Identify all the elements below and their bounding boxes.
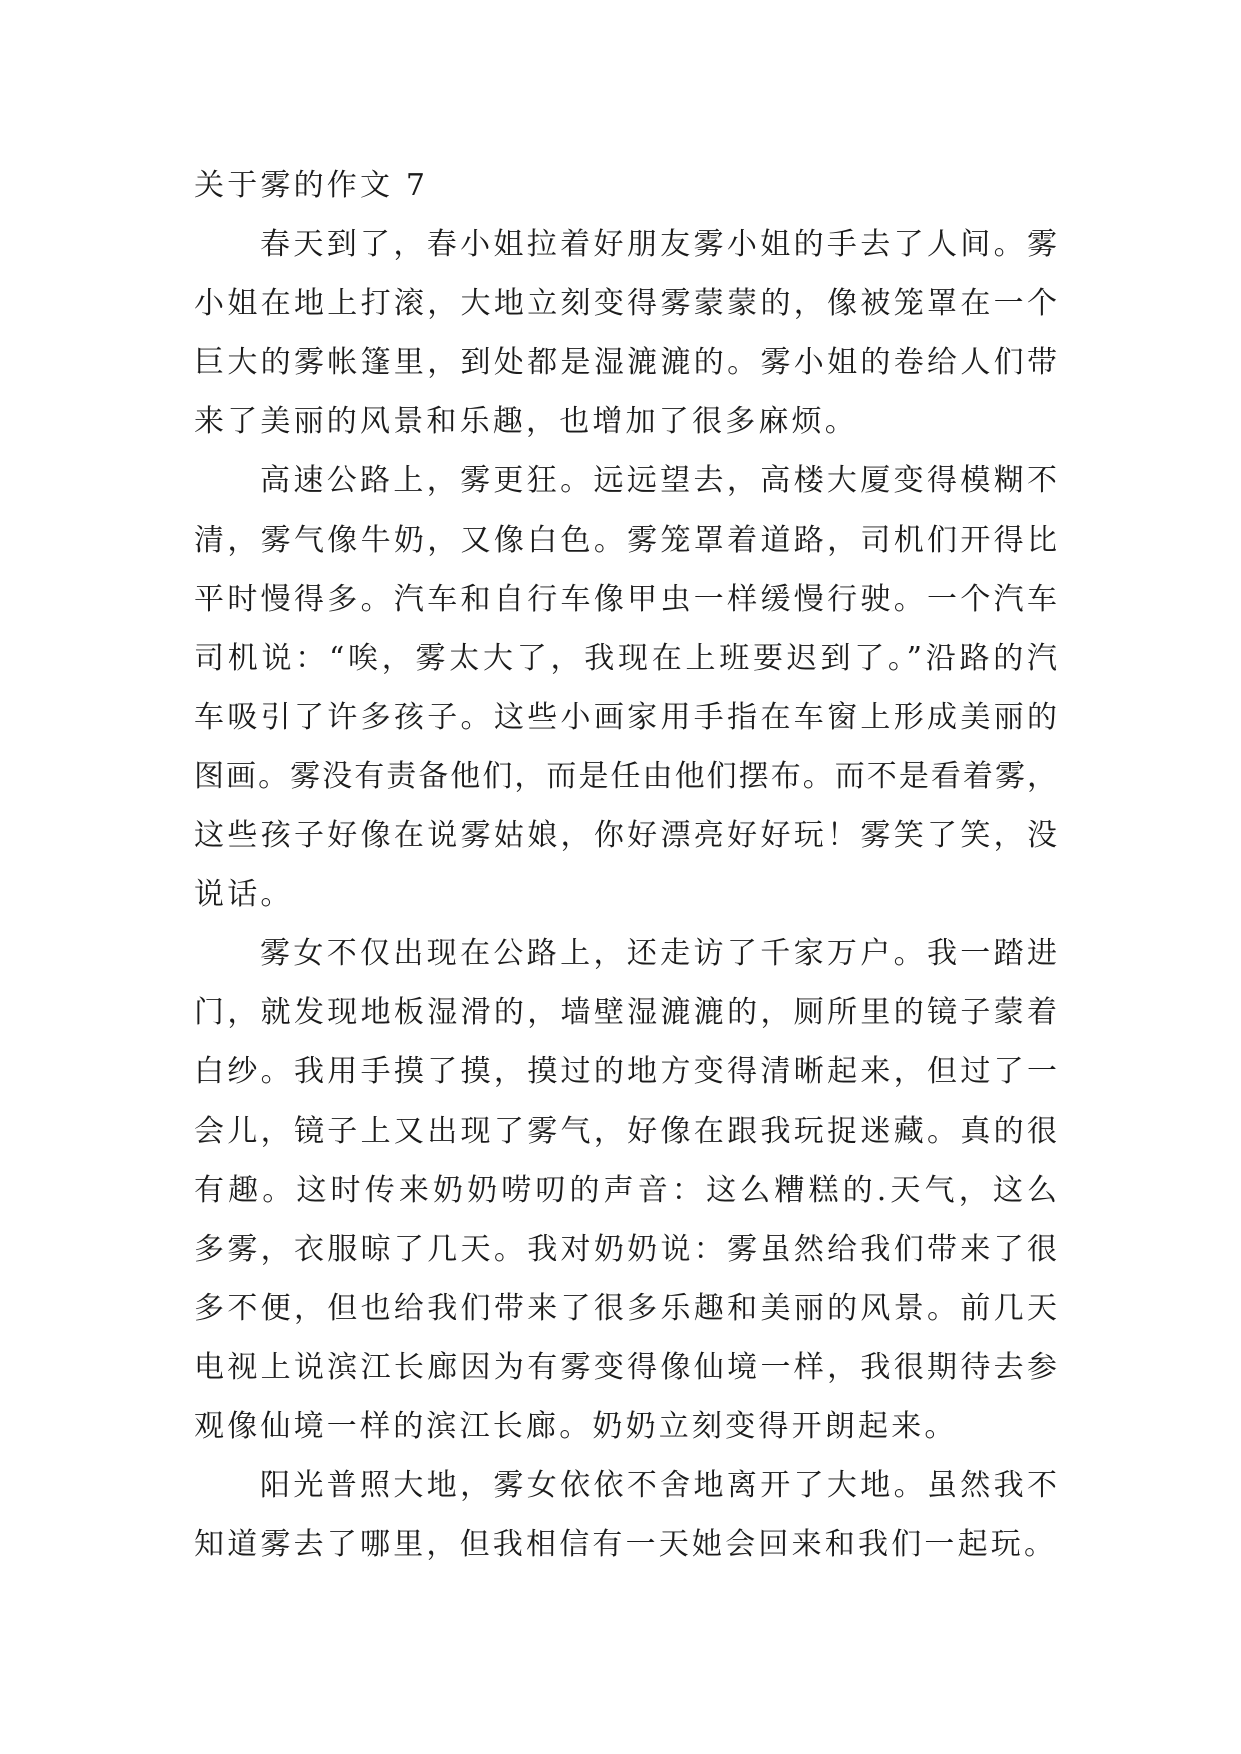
text-line: 雾女不仅出现在公路上，还走访了千家万户。我一踏进 [260, 936, 1057, 972]
text-line: 车吸引了许多孩子。这些小画家用手指在车窗上形成美丽的 [194, 699, 1057, 735]
text-line: 白纱。我用手摸了摸，摸过的地方变得清晰起来，但过了一 [194, 1054, 1057, 1090]
text-line: 有趣。这时传来奶奶唠叨的声音：这么糟糕的.天气，这么 [194, 1172, 1057, 1208]
paragraph [194, 1456, 1057, 1574]
text-line: 图画。雾没有责备他们，而是任由他们摆布。而不是看着雾， [194, 758, 1057, 794]
paragraph [194, 451, 1057, 924]
text-line: 阳光普照大地，雾女依依不舍地离开了大地。虽然我不 [260, 1468, 1057, 1504]
text-line: 平时慢得多。汽车和自行车像甲虫一样缓慢行驶。一个汽车 [194, 581, 1057, 617]
text-line: 门，就发现地板湿滑的，墙壁湿漉漉的，厕所里的镜子蒙着 [194, 995, 1057, 1031]
text-line: 多不便，但也给我们带来了很多乐趣和美丽的风景。前几天 [194, 1290, 1057, 1326]
text-line: 司机说：“唉，雾太大了，我现在上班要迟到了。”沿路的汽 [194, 640, 1057, 676]
paragraph [194, 215, 1057, 451]
text-line: 会儿，镜子上又出现了雾气，好像在跟我玩捉迷藏。真的很 [194, 1113, 1057, 1149]
text-line: 多雾，衣服晾了几天。我对奶奶说：雾虽然给我们带来了很 [194, 1231, 1057, 1267]
text-line: 春天到了，春小姐拉着好朋友雾小姐的手去了人间。雾 [260, 227, 1057, 263]
text-line: 这些孩子好像在说雾姑娘，你好漂亮好好玩！雾笑了笑，没 [194, 818, 1057, 854]
text-line: 说话。 [194, 877, 294, 913]
paragraph [194, 924, 1057, 1456]
text-line: 高速公路上，雾更狂。远远望去，高楼大厦变得模糊不 [260, 463, 1057, 499]
text-line: 巨大的雾帐篷里，到处都是湿漉漉的。雾小姐的卷给人们带 [194, 345, 1057, 381]
document-title: 关于雾的作文 7 [194, 168, 429, 203]
text-line: 观像仙境一样的滨江长廊。奶奶立刻变得开朗起来。 [194, 1408, 958, 1444]
text-line: 电视上说滨江长廊因为有雾变得像仙境一样，我很期待去参 [194, 1349, 1057, 1385]
document-page [194, 156, 1057, 1574]
text-line: 来了美丽的风景和乐趣，也增加了很多麻烦。 [194, 404, 858, 440]
text-line: 清，雾气像牛奶，又像白色。雾笼罩着道路，司机们开得比 [194, 522, 1057, 558]
text-line: 知道雾去了哪里，但我相信有一天她会回来和我们一起玩。 [194, 1527, 1058, 1563]
text-line: 小姐在地上打滚，大地立刻变得雾蒙蒙的，像被笼罩在一个 [194, 286, 1057, 322]
